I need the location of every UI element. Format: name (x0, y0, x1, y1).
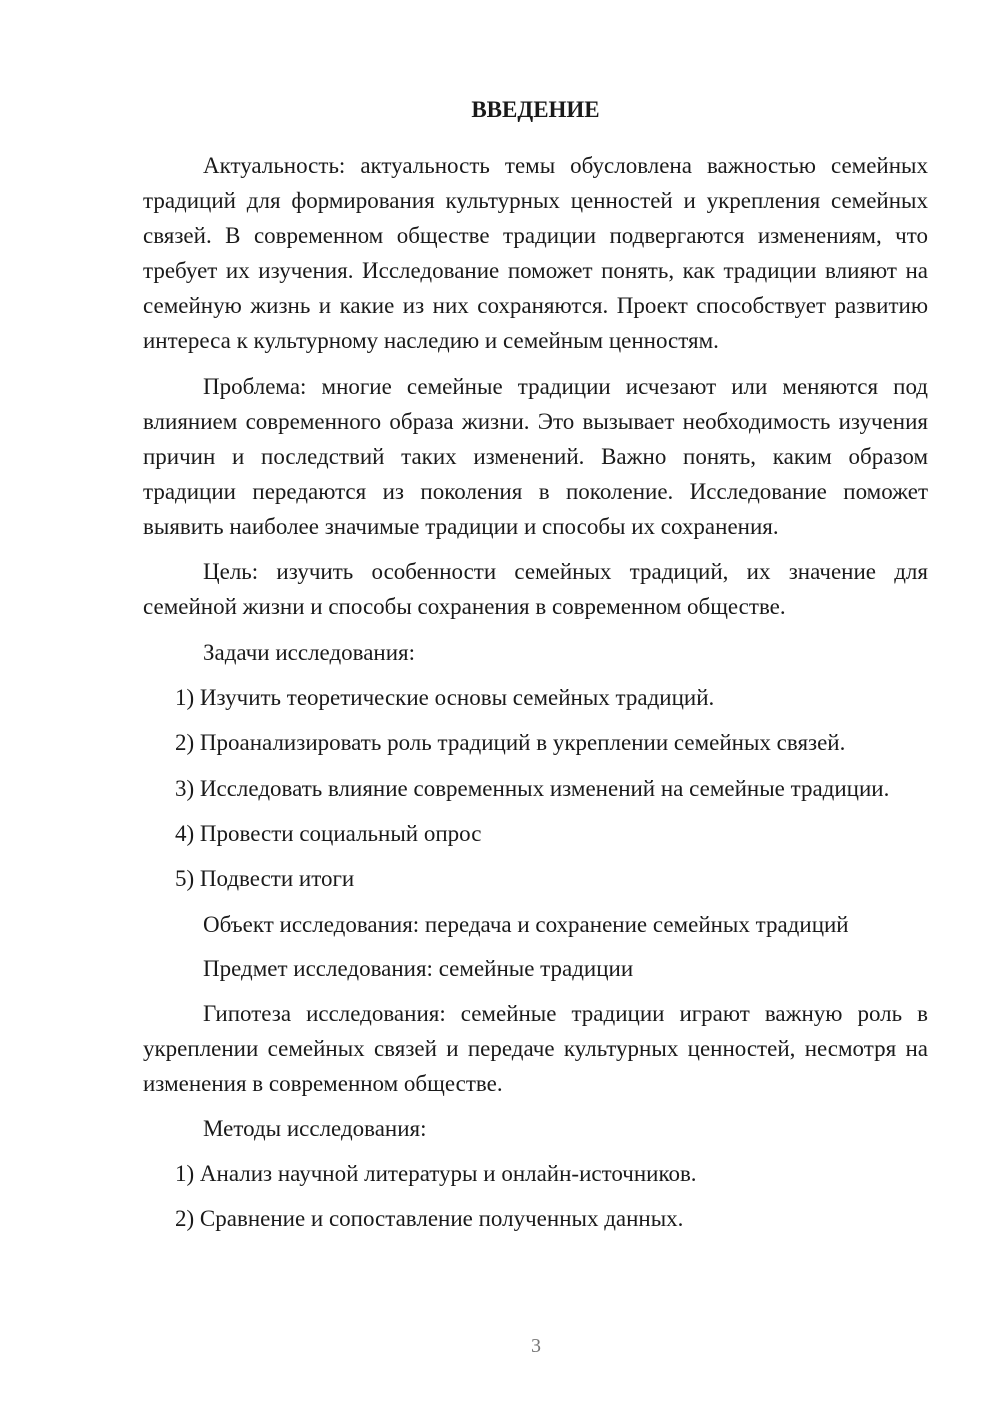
task-item-3: 3) Исследовать влияние современных изменений на семейные традиции. (175, 776, 890, 801)
hypothesis-paragraph: Гипотеза исследования: семейные традиции играют важную роль в укреплении семейных связей и передаче культурных ценностей, несмотря на изменения в современном обществе. (143, 1001, 928, 1096)
task-item-1: 1) Изучить теоретические основы семейных традиций. (175, 685, 715, 710)
section-title: ВВЕДЕНИЕ (471, 97, 600, 122)
method-item-1: 1) Анализ научной литературы и онлайн-источников. (175, 1161, 697, 1186)
page-content (143, 92, 928, 1236)
problem-paragraph: Проблема: многие семейные традиции исчезают или меняются под влиянием современного образа жизни. Это вызывает необходимость изучения причин и последствий таких изменений. Важно понять, каким образом традиции передаются из поколения в поколение. Исследование поможет выявить наиболее значимые традиции и способы их сохранения. (143, 374, 928, 539)
method-item-2: 2) Сравнение и сопоставление полученных данных. (175, 1206, 684, 1231)
object-paragraph: Объект исследования: передача и сохранение семейных традиций (203, 912, 849, 937)
goal-paragraph: Цель: изучить особенности семейных традиций, их значение для семейной жизни и способы сохранения в современном обществе. (143, 559, 928, 619)
relevance-paragraph: Актуальность: актуальность темы обусловлена важностью семейных традиций для формирования культурных ценностей и укрепления семейных связей. В современном обществе традиции подвергаются изменениям, что требует их изучения. Исследование поможет понять, как традиции влияют на семейную жизнь и какие из них сохраняются. Проект способствует развитию интереса к культурному наследию и семейным ценностям. (143, 153, 928, 353)
task-item-4: 4) Провести социальный опрос (175, 821, 482, 846)
subject-paragraph: Предмет исследования: семейные традиции (203, 956, 634, 981)
task-item-2: 2) Проанализировать роль традиций в укреплении семейных связей. (175, 730, 846, 755)
page-number: 3 (531, 1335, 541, 1357)
task-item-5: 5) Подвести итоги (175, 866, 355, 891)
tasks-heading: Задачи исследования: (203, 640, 416, 665)
methods-heading: Методы исследования: (203, 1116, 427, 1141)
